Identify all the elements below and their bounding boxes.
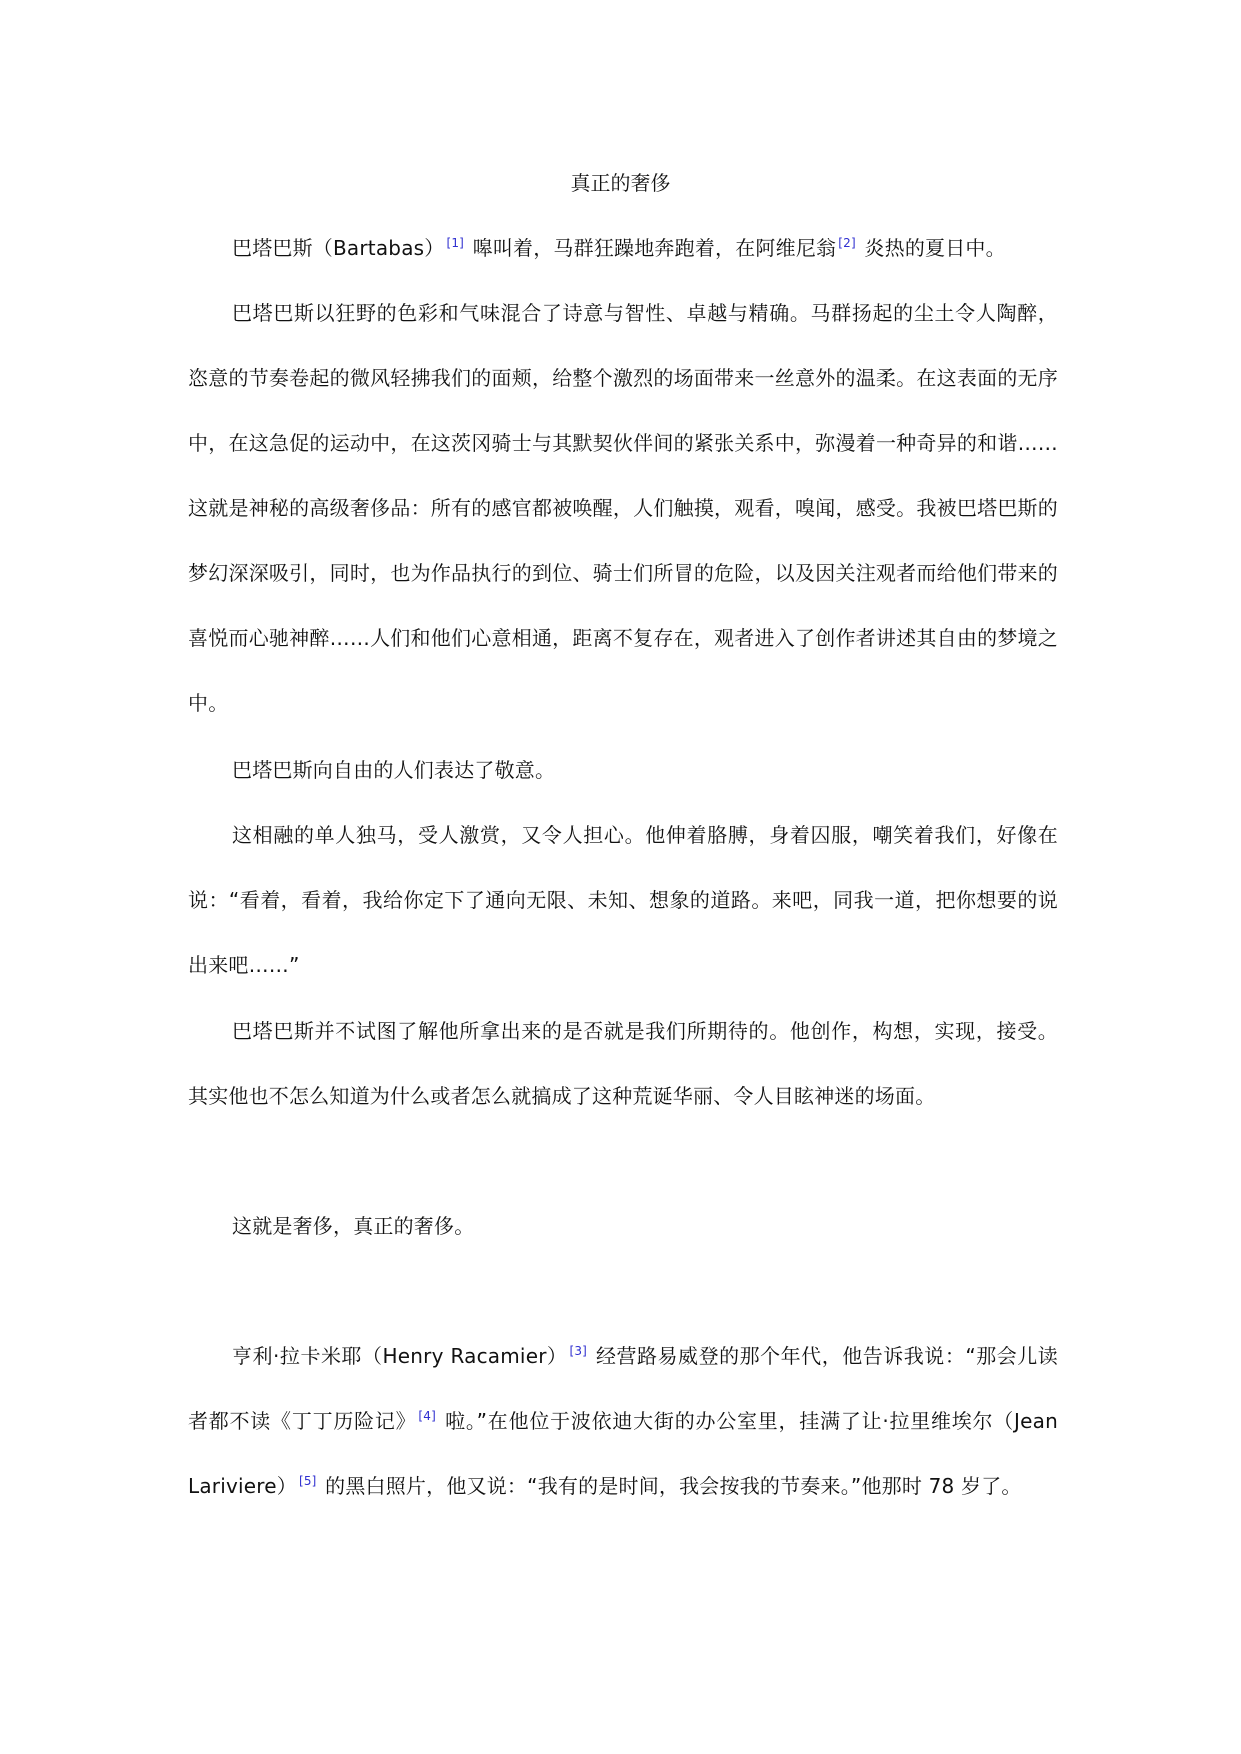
document-title: 真正的奢侈 bbox=[570, 171, 671, 195]
paragraph-7-text-b: 经营路易威登的那个年代，他告诉我说：“那会儿读者都不读《丁丁历险记》 bbox=[188, 1344, 1058, 1433]
footnote-link-3[interactable]: [3] bbox=[569, 1344, 588, 1359]
paragraph-4: 这相融的单人独马，受人激赏，又令人担心。他伸着胳膊，身着囚服，嘲笑着我们，好像在说：“看着，看着，我给你定下了通向无限、未知、想象的道路。来吧，同我一道，把你想要的说出来吧……” bbox=[188, 823, 1058, 977]
paragraph-7-text-d: 的黑白照片，他又说：“我有的是时间，我会按我的节奏来。”他那时 78 岁了。 bbox=[318, 1474, 1022, 1498]
paragraph-1-text-c: 炎热的夏日中。 bbox=[857, 236, 1006, 260]
paragraph-1-text-b: 嗥叫着，马群狂躁地奔跑着，在阿维尼翁 bbox=[466, 236, 837, 260]
paragraph-7 bbox=[188, 1324, 1058, 1519]
paragraph-6: 这就是奢侈，真正的奢侈。 bbox=[232, 1214, 475, 1238]
paragraph-1 bbox=[188, 216, 1058, 281]
paragraph-1-text-a: 巴塔巴斯（Bartabas） bbox=[232, 236, 445, 260]
footnote-link-2[interactable]: [2] bbox=[838, 236, 856, 251]
paragraph-2: 巴塔巴斯以狂野的色彩和气味混合了诗意与智性、卓越与精确。马群扬起的尘土令人陶醉，恣意的节奏卷起的微风轻拂我们的面颊，给整个激烈的场面带来一丝意外的温柔。在这表面的无序中，在这急促的运动中，在这茨冈骑士与其默契伙伴间的紧张关系中，弥漫着一种奇异的和谐……这就是神秘的高级奢侈品：所有的感官都被唤醒，人们触摸，观看，嗅闻，感受。我被巴塔巴斯的梦幻深深吸引，同时，也为作品执行的到位、骑士们所冒的危险，以及因关注观者而给他们带来的喜悦而心驰神醉……人们和他们心意相通，距离不复存在，观者进入了创作者讲述其自由的梦境之中。 bbox=[188, 301, 1058, 715]
footnote-link-1[interactable]: [1] bbox=[446, 236, 465, 251]
paragraph-3: 巴塔巴斯向自由的人们表达了敬意。 bbox=[232, 758, 556, 782]
paragraph-7-text-a: 亨利·拉卡米耶（Henry Racamier） bbox=[232, 1344, 568, 1368]
paragraph-7-text-c: 啦。”在他位于波依迪大街的办公室里，挂满了让·拉里维埃尔（Jean Lariviere） bbox=[188, 1409, 1058, 1498]
paragraph-5: 巴塔巴斯并不试图了解他所拿出来的是否就是我们所期待的。他创作，构想，实现，接受。其实他也不怎么知道为什么或者怎么就搞成了这种荒诞华丽、令人目眩神迷的场面。 bbox=[188, 1019, 1058, 1108]
footnote-link-4[interactable]: [4] bbox=[418, 1409, 437, 1424]
footnote-link-5[interactable]: [5] bbox=[298, 1474, 317, 1489]
